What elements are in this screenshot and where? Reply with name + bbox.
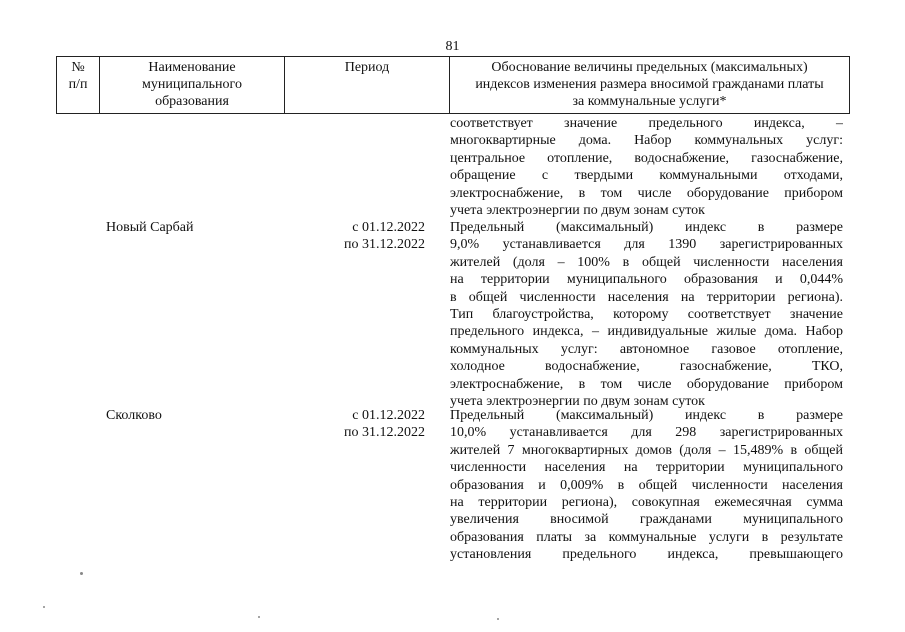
header-justification-label: Обоснование величины предельных (максимальных) индексов изменения размера вносимой гражданами платы за коммунальные услуги* [475,60,824,109]
header-col-period [284,57,449,113]
text-line: центральное отопление, водоснабжение, газоснабжение, [450,150,843,166]
text-line: предельного индекса, – индивидуальные жилые дома. Набор [450,324,843,340]
text-line: 9,0% устанавливается для 1390 зарегистрированных [450,237,843,253]
text-line: 10,0% устанавливается для 298 зарегистрированных [450,425,843,441]
text-line: на территории региона), совокупная ежемесячная сумма [450,494,843,510]
text-line: соответствует значение предельного индекса, – [450,116,843,131]
text-line: Предельный (максимальный) индекс в размере [450,220,843,235]
scan-speck [497,618,499,620]
header-number-label: № п/п [68,60,88,92]
row-2-period-to: по 31.12.2022 [344,425,425,440]
row-2-period [305,407,425,441]
text-line: электроснабжение, в том числе оборудование прибором [450,376,843,392]
scan-speck [43,606,45,608]
header-col-justification [449,57,849,113]
text-line: обращение с твердыми коммунальными отходами, [450,168,843,184]
row-1-justification [450,219,843,410]
header-period-label: Период [344,60,390,75]
text-line: учета электроэнергии по двум зонам суток [450,393,705,409]
text-line: на территории муниципального образования и 0,044% [450,272,843,288]
scan-speck [80,572,83,575]
scan-speck [258,616,260,618]
row-1-period [305,219,425,253]
text-line: образования и 0,009% в общей численности населения [450,477,843,493]
text-line: численности населения на территории муниципального [450,460,843,476]
text-line: жителей 7 многоквартирных домов (доля – 15,489% в общей [450,442,843,458]
text-line: холодное водоснабжение, газоснабжение, ТКО, [450,359,843,375]
text-line: Предельный (максимальный) индекс в размере [450,408,843,423]
text-line: увеличения вносимой гражданами муниципального [450,512,843,528]
text-line: коммунальных услуг: автономное газовое отопление, [450,341,843,357]
page-number: 81 [445,39,460,54]
header-name-label: Наименование муниципального образования [142,60,242,109]
text-line: электроснабжение, в том числе оборудование прибором [450,185,843,201]
text-line: жителей (доля – 100% в общей численности населения [450,254,843,270]
text-line: Тип благоустройства, которому соответствует значение [450,306,843,322]
row-2-municipality: Сколково [106,408,162,423]
row-1-municipality: Новый Сарбай [106,220,194,235]
row-2-period-from: с 01.12.2022 [352,408,425,423]
text-line: образования платы за коммунальные услуги в результате [450,529,843,545]
row-2-justification [450,407,843,564]
text-line: многоквартирные дома. Набор коммунальных услуг: [450,133,843,149]
text-line: в общей численности населения на территории региона). [450,289,843,305]
header-col-number [57,57,99,113]
table-header [56,56,850,114]
row-1-period-to: по 31.12.2022 [344,237,425,252]
text-line: учета электроэнергии по двум зонам суток [450,202,705,218]
continuation-text [450,115,843,219]
header-col-name [99,57,284,113]
row-1-period-from: с 01.12.2022 [352,220,425,235]
text-line: установления предельного индекса, превышающего [450,547,843,563]
